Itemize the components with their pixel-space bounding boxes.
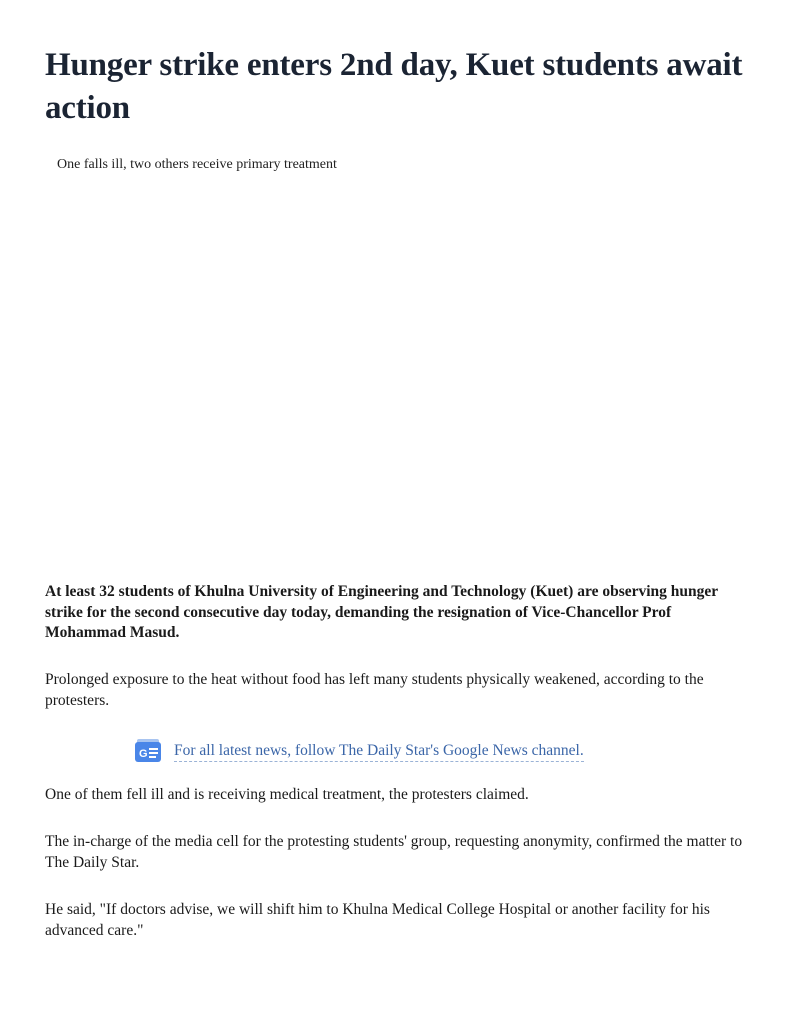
svg-text:G: G <box>139 748 148 760</box>
article-paragraph: Prolonged exposure to the heat without food has left many students physically weakened, according to the protesters. <box>45 671 704 709</box>
article-subhead: One falls ill, two others receive primary treatment <box>57 157 337 172</box>
article-image-placeholder <box>45 190 745 560</box>
google-news-icon <box>134 739 164 763</box>
article-lead-paragraph: At least 32 students of Khulna University of Engineering and Technology (Kuet) are observing hunger strike for the second consecutive day today, demanding the resignation of Vice-Chancellor Prof Mohammad Masud. <box>45 583 718 641</box>
article-paragraph: One of them fell ill and is receiving medical treatment, the protesters claimed. <box>45 786 529 803</box>
article-headline: Hunger strike enters 2nd day, Kuet students await action <box>45 47 743 126</box>
google-news-follow-link[interactable] <box>134 739 584 763</box>
article-paragraph: The in-charge of the media cell for the protesting students' group, requesting anonymity, confirmed the matter to The Daily Star. <box>45 833 743 871</box>
article-paragraph: He said, "If doctors advise, we will shift him to Khulna Medical College Hospital or another facility for his advanced care." <box>45 901 710 939</box>
google-news-link-text[interactable]: For all latest news, follow The Daily Star's Google News channel. <box>174 741 584 762</box>
